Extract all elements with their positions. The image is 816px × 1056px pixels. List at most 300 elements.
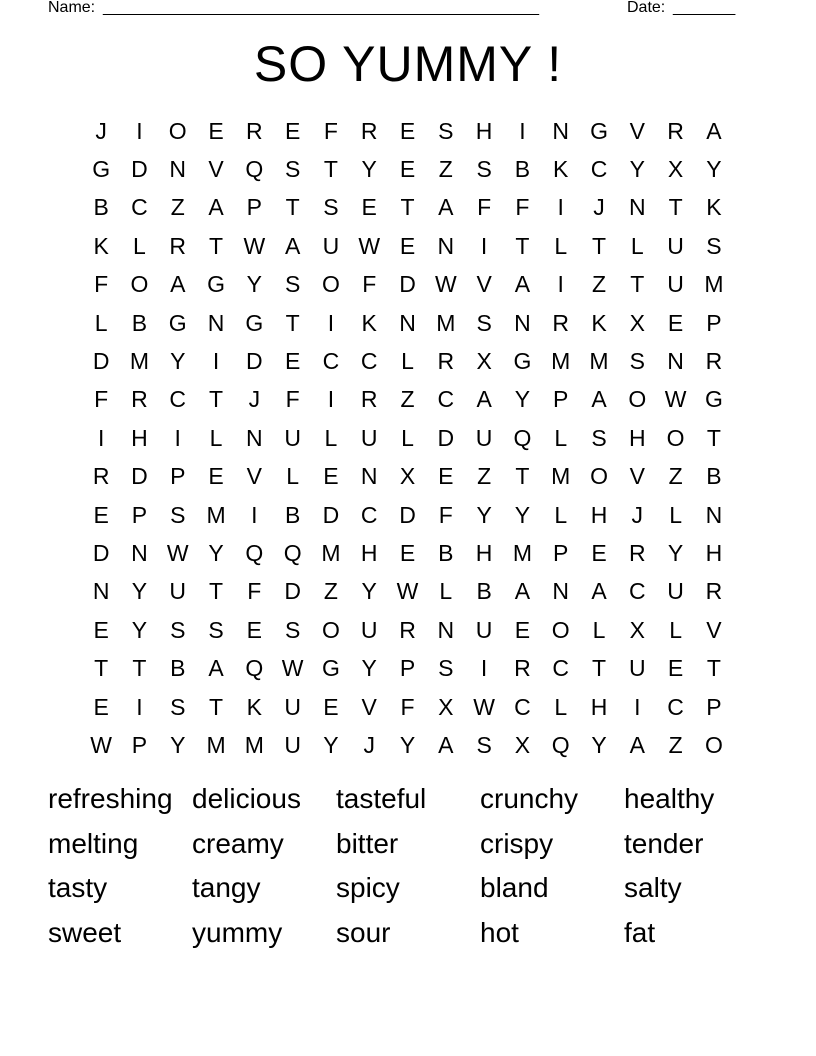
- grid-cell: L: [554, 232, 568, 259]
- word-list-item: crunchy: [480, 783, 579, 814]
- grid-cell: G: [704, 386, 723, 413]
- grid-cell: I: [327, 309, 335, 336]
- grid-cell: R: [552, 309, 570, 336]
- grid-cell: W: [434, 271, 457, 298]
- word-list-item: spicy: [336, 872, 400, 904]
- grid-cell: E: [323, 693, 339, 720]
- grid-cell: F: [285, 386, 300, 413]
- grid-cell: C: [667, 693, 684, 720]
- grid-cell: G: [513, 348, 532, 375]
- grid-cell: M: [512, 539, 532, 566]
- grid-cell: L: [209, 424, 223, 451]
- word-list-item: fat: [624, 917, 656, 949]
- grid-cell: H: [360, 539, 378, 566]
- grid-cell: H: [705, 539, 723, 566]
- grid-cell: U: [667, 232, 684, 259]
- grid-cell: J: [363, 731, 375, 758]
- grid-cell: T: [706, 655, 721, 682]
- grid-cell: L: [133, 232, 146, 259]
- grid-cell: S: [438, 655, 454, 682]
- grid-cell: Y: [170, 348, 186, 375]
- grid-cell: G: [168, 309, 187, 336]
- grid-cell: I: [136, 693, 143, 720]
- grid-cell: S: [476, 156, 492, 183]
- grid-cell: W: [664, 386, 687, 413]
- grid-cell: C: [131, 194, 148, 221]
- grid-cell: Y: [208, 539, 224, 566]
- word-list-item: delicious: [192, 783, 301, 814]
- grid-cell: I: [634, 693, 641, 720]
- word-list-item: tasty: [48, 872, 108, 904]
- grid-cell: Y: [170, 731, 186, 758]
- grid-cell: A: [591, 386, 607, 413]
- grid-cell: H: [590, 693, 608, 720]
- grid-cell: R: [169, 232, 187, 259]
- grid-cell: I: [327, 386, 335, 413]
- grid-cell: D: [92, 539, 110, 566]
- grid-cell: T: [668, 194, 683, 221]
- grid-cell: F: [438, 501, 453, 528]
- grid-cell: Y: [476, 501, 492, 528]
- grid-cell: I: [480, 655, 488, 682]
- grid-cell: U: [322, 232, 340, 259]
- grid-cell: D: [131, 463, 148, 490]
- grid-cell: M: [206, 731, 226, 758]
- grid-cell: B: [514, 156, 531, 183]
- grid-cell: S: [208, 616, 224, 643]
- grid-cell: K: [361, 309, 377, 336]
- grid-cell: G: [245, 309, 264, 336]
- grid-cell: I: [519, 117, 526, 144]
- grid-cell: N: [399, 309, 416, 336]
- grid-cell: A: [514, 271, 531, 298]
- grid-cell: J: [593, 194, 605, 221]
- grid-cell: J: [248, 386, 261, 413]
- grid-cell: P: [399, 655, 416, 682]
- grid-cell: N: [552, 578, 570, 605]
- grid-cell: W: [166, 539, 189, 566]
- grid-cell: W: [396, 578, 419, 605]
- grid-cell: S: [170, 693, 186, 720]
- grid-cell: E: [284, 117, 301, 144]
- grid-cell: L: [554, 693, 568, 720]
- grid-cell: J: [631, 501, 644, 528]
- word-list-item: tangy: [192, 872, 261, 904]
- grid-cell: A: [438, 194, 454, 221]
- word-list-item: bitter: [336, 827, 399, 859]
- grid-cell: I: [212, 348, 220, 375]
- grid-cell: F: [362, 271, 377, 298]
- grid-cell: F: [94, 271, 109, 298]
- word-list: [48, 777, 768, 956]
- grid-cell: O: [704, 731, 723, 758]
- date-field-line: _______: [673, 0, 736, 16]
- grid-cell: Q: [551, 731, 570, 758]
- grid-cell: U: [284, 693, 301, 720]
- grid-cell: L: [324, 424, 338, 451]
- grid-cell: L: [554, 424, 568, 451]
- grid-cell: T: [515, 463, 530, 490]
- grid-cell: T: [94, 655, 109, 682]
- grid-cell: R: [360, 386, 378, 413]
- grid-cell: E: [399, 232, 416, 259]
- grid-cell: N: [628, 194, 646, 221]
- grid-cell: R: [514, 655, 531, 682]
- grid-cell: B: [284, 501, 301, 528]
- grid-cell: Z: [323, 578, 338, 605]
- grid-cell: N: [437, 616, 455, 643]
- grid-cell: T: [209, 578, 224, 605]
- grid-cell: C: [169, 386, 187, 413]
- grid-cell: M: [244, 731, 264, 758]
- grid-cell: A: [208, 655, 224, 682]
- word-list-item: sweet: [48, 917, 122, 949]
- puzzle-title: SO YUMMY !: [253, 36, 563, 92]
- grid-cell: Z: [438, 156, 453, 183]
- grid-cell: I: [557, 271, 564, 298]
- grid-cell: T: [209, 386, 224, 413]
- grid-cell: E: [361, 194, 377, 221]
- grid-cell: W: [243, 232, 266, 259]
- grid-cell: D: [399, 501, 416, 528]
- grid-cell: D: [399, 271, 416, 298]
- grid-cell: A: [629, 731, 645, 758]
- grid-cell: R: [628, 539, 646, 566]
- grid-cell: Y: [514, 501, 531, 528]
- grid-cell: T: [591, 655, 607, 682]
- grid-cell: J: [95, 117, 107, 144]
- grid-cell: S: [284, 271, 301, 298]
- grid-cell: B: [706, 463, 722, 490]
- grid-cell: G: [590, 117, 608, 144]
- grid-cell: O: [321, 271, 340, 298]
- grid-cell: Y: [629, 156, 645, 183]
- grid-cell: E: [323, 463, 339, 490]
- grid-cell: L: [630, 232, 644, 259]
- grid-cell: C: [360, 348, 378, 375]
- grid-cell: N: [552, 117, 570, 144]
- grid-cell: X: [629, 309, 645, 336]
- grid-cell: L: [94, 309, 108, 336]
- grid-cell: E: [284, 348, 301, 375]
- grid-cell: V: [629, 117, 645, 144]
- grid-cell: N: [705, 501, 723, 528]
- grid-cell: X: [667, 156, 684, 183]
- grid-cell: I: [136, 117, 143, 144]
- grid-cell: T: [591, 232, 607, 259]
- grid-cell: F: [247, 578, 262, 605]
- grid-cell: I: [97, 424, 105, 451]
- grid-cell: P: [553, 386, 569, 413]
- grid-cell: G: [207, 271, 225, 298]
- grid-cell: S: [323, 194, 339, 221]
- grid-cell: Q: [245, 539, 264, 566]
- grid-cell: U: [360, 616, 378, 643]
- grid-cell: Z: [668, 463, 683, 490]
- grid-cell: S: [284, 616, 301, 643]
- grid-cell: V: [706, 616, 722, 643]
- grid-cell: N: [667, 348, 684, 375]
- grid-cell: W: [358, 232, 381, 259]
- grid-cell: C: [514, 693, 531, 720]
- word-list-item: creamy: [192, 827, 284, 859]
- grid-cell: E: [93, 501, 109, 528]
- grid-cell: I: [480, 232, 488, 259]
- grid-cell: O: [168, 117, 187, 144]
- grid-cell: M: [436, 309, 456, 336]
- grid-cell: E: [93, 693, 109, 720]
- grid-cell: U: [667, 271, 684, 298]
- grid-cell: A: [284, 232, 301, 259]
- grid-cell: U: [360, 424, 378, 451]
- grid-cell: E: [667, 655, 684, 682]
- grid-cell: L: [669, 501, 682, 528]
- grid-cell: X: [438, 693, 454, 720]
- grid-cell: C: [628, 578, 646, 605]
- grid-cell: S: [438, 117, 454, 144]
- grid-cell: E: [208, 117, 224, 144]
- grid-cell: S: [170, 501, 186, 528]
- grid-cell: V: [246, 463, 262, 490]
- grid-cell: Y: [246, 271, 262, 298]
- grid-cell: Z: [170, 194, 185, 221]
- grid-cell: D: [284, 578, 301, 605]
- grid-cell: W: [281, 655, 304, 682]
- grid-cell: Q: [513, 424, 532, 451]
- word-list-item: healthy: [624, 783, 715, 814]
- grid-cell: N: [92, 578, 110, 605]
- grid-cell: E: [591, 539, 607, 566]
- grid-cell: X: [476, 348, 492, 375]
- grid-cell: Y: [361, 156, 377, 183]
- grid-cell: L: [286, 463, 300, 490]
- grid-cell: L: [554, 501, 568, 528]
- word-list-item: sour: [336, 917, 391, 949]
- grid-cell: H: [475, 117, 493, 144]
- grid-cell: P: [553, 539, 569, 566]
- grid-cell: Z: [591, 271, 607, 298]
- grid-cell: R: [246, 117, 263, 144]
- grid-cell: Y: [131, 616, 148, 643]
- grid-cell: N: [437, 232, 455, 259]
- word-list-item: tender: [624, 827, 704, 859]
- grid-cell: E: [93, 616, 109, 643]
- grid-cell: Y: [323, 731, 339, 758]
- grid-cell: B: [93, 194, 109, 221]
- grid-cell: P: [706, 309, 722, 336]
- grid-cell: E: [438, 463, 454, 490]
- grid-cell: X: [399, 463, 416, 490]
- grid-cell: H: [590, 501, 608, 528]
- grid-cell: P: [131, 501, 148, 528]
- grid-cell: V: [476, 271, 492, 298]
- grid-cell: M: [321, 539, 341, 566]
- grid-cell: L: [592, 616, 606, 643]
- grid-cell: E: [246, 616, 262, 643]
- grid-cell: Z: [477, 463, 492, 490]
- grid-cell: K: [93, 232, 109, 259]
- grid-cell: P: [131, 731, 148, 758]
- grid-cell: A: [438, 731, 454, 758]
- word-list-item: refreshing: [48, 783, 173, 814]
- grid-cell: L: [669, 616, 682, 643]
- grid-cell: S: [476, 309, 492, 336]
- grid-cell: F: [400, 693, 415, 720]
- grid-cell: A: [706, 117, 722, 144]
- word-list-item: melting: [48, 827, 139, 859]
- name-field-line: _________________________________________________: [103, 0, 540, 16]
- grid-cell: R: [437, 348, 455, 375]
- grid-cell: X: [514, 731, 531, 758]
- grid-cell: D: [437, 424, 455, 451]
- name-label: Name:: [48, 0, 96, 16]
- grid-cell: D: [246, 348, 263, 375]
- grid-cell: U: [628, 655, 646, 682]
- grid-cell: Z: [668, 731, 683, 758]
- grid-cell: N: [246, 424, 263, 451]
- grid-cell: L: [401, 348, 414, 375]
- grid-cell: B: [476, 578, 492, 605]
- grid-cell: B: [131, 309, 148, 336]
- grid-cell: C: [437, 386, 455, 413]
- grid-cell: K: [553, 156, 569, 183]
- grid-cell: U: [169, 578, 187, 605]
- grid-cell: Z: [400, 386, 415, 413]
- grid-cell: Y: [514, 386, 531, 413]
- word-list-item: bland: [480, 872, 549, 904]
- grid-cell: R: [360, 117, 378, 144]
- grid-cell: O: [321, 616, 340, 643]
- grid-cell: U: [475, 616, 493, 643]
- grid-cell: A: [514, 578, 531, 605]
- grid-cell: S: [706, 232, 722, 259]
- grid-cell: Y: [361, 655, 377, 682]
- grid-cell: U: [284, 424, 301, 451]
- grid-cell: Q: [283, 539, 302, 566]
- grid-cell: U: [667, 578, 684, 605]
- grid-cell: N: [169, 156, 187, 183]
- grid-cell: R: [399, 616, 416, 643]
- grid-cell: U: [475, 424, 493, 451]
- grid-cell: C: [360, 501, 378, 528]
- grid-cell: T: [209, 693, 224, 720]
- grid-cell: T: [515, 232, 530, 259]
- grid-cell: T: [285, 194, 300, 221]
- grid-cell: W: [473, 693, 495, 720]
- grid-cell: N: [131, 539, 148, 566]
- grid-cell: T: [630, 271, 645, 298]
- grid-cell: C: [552, 655, 570, 682]
- grid-cell: N: [207, 309, 225, 336]
- grid-cell: K: [591, 309, 607, 336]
- grid-cell: L: [439, 578, 453, 605]
- grid-cell: T: [132, 655, 147, 682]
- grid-cell: P: [246, 194, 262, 221]
- grid-cell: P: [706, 693, 722, 720]
- grid-cell: V: [629, 463, 645, 490]
- grid-cell: T: [209, 232, 224, 259]
- grid-cell: S: [170, 616, 186, 643]
- grid-cell: N: [360, 463, 378, 490]
- word-list-item: hot: [480, 917, 519, 949]
- grid-cell: A: [591, 578, 607, 605]
- grid-cell: E: [208, 463, 224, 490]
- grid-cell: V: [208, 156, 224, 183]
- grid-cell: M: [206, 501, 226, 528]
- grid-cell: S: [284, 156, 301, 183]
- grid-cell: O: [628, 386, 647, 413]
- grid-cell: Q: [245, 655, 264, 682]
- grid-cell: Q: [245, 156, 264, 183]
- grid-cell: A: [208, 194, 224, 221]
- grid-cell: C: [590, 156, 608, 183]
- grid-cell: E: [399, 156, 416, 183]
- date-label: Date:: [627, 0, 666, 16]
- grid-cell: M: [704, 271, 724, 298]
- grid-cell: O: [130, 271, 149, 298]
- grid-cell: R: [705, 348, 723, 375]
- grid-cell: C: [322, 348, 340, 375]
- grid-cell: Y: [361, 578, 377, 605]
- grid-cell: K: [246, 693, 262, 720]
- grid-cell: O: [666, 424, 685, 451]
- grid-cell: G: [92, 156, 111, 183]
- grid-cell: T: [323, 156, 338, 183]
- grid-cell: Y: [591, 731, 607, 758]
- grid-cell: H: [131, 424, 148, 451]
- grid-cell: U: [284, 731, 301, 758]
- grid-cell: Y: [706, 156, 722, 183]
- grid-cell: S: [476, 731, 492, 758]
- grid-cell: T: [400, 194, 415, 221]
- grid-cell: R: [667, 117, 684, 144]
- word-list-item: salty: [624, 872, 682, 904]
- grid-cell: D: [131, 156, 148, 183]
- word-list-item: yummy: [192, 917, 283, 949]
- grid-cell: F: [323, 117, 338, 144]
- grid-cell: M: [589, 348, 609, 375]
- grid-cell: P: [170, 463, 186, 490]
- grid-cell: F: [477, 194, 492, 221]
- grid-cell: H: [628, 424, 646, 451]
- grid-cell: Y: [667, 539, 684, 566]
- grid-cell: M: [551, 348, 571, 375]
- grid-cell: O: [590, 463, 608, 490]
- grid-cell: A: [170, 271, 186, 298]
- grid-cell: D: [322, 501, 340, 528]
- grid-cell: X: [629, 616, 645, 643]
- grid-cell: I: [174, 424, 181, 451]
- grid-cell: E: [667, 309, 684, 336]
- grid-cell: R: [131, 386, 148, 413]
- grid-cell: E: [399, 539, 416, 566]
- grid-cell: T: [706, 424, 721, 451]
- grid-cell: R: [92, 463, 110, 490]
- grid-cell: V: [361, 693, 377, 720]
- grid-cell: I: [251, 501, 258, 528]
- grid-cell: N: [514, 309, 531, 336]
- grid-cell: G: [321, 655, 340, 682]
- grid-cell: I: [557, 194, 564, 221]
- grid-cell: B: [438, 539, 454, 566]
- grid-cell: M: [129, 348, 150, 375]
- grid-cell: F: [515, 194, 530, 221]
- grid-cell: S: [629, 348, 645, 375]
- word-list-item: tasteful: [336, 783, 427, 814]
- grid-cell: A: [476, 386, 492, 413]
- grid-cell: B: [170, 655, 186, 682]
- grid-cell: M: [551, 463, 571, 490]
